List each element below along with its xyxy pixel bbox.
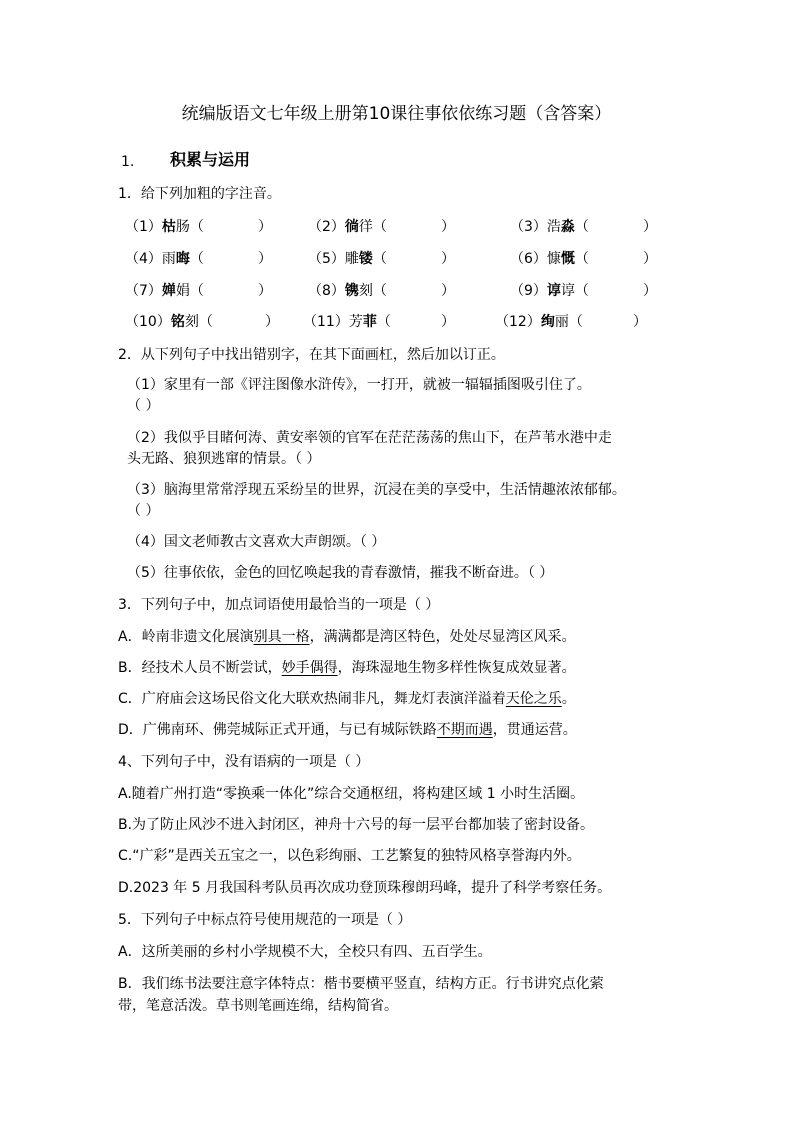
q1-item-1: （1）枯肠（ <box>125 219 204 235</box>
q2-sentence-2: （2）我似乎目睹何涛、黄安率领的官军在茫茫荡荡的焦山下，在芦苇水港中走 <box>127 430 612 446</box>
bold-character: 镂 <box>358 251 373 267</box>
underlined-term: 妙手偶得 <box>281 660 338 676</box>
q5-option-a: A．这所美丽的乡村小学规模不大，全校只有四、五百学生。 <box>118 944 492 960</box>
bold-character: 镌 <box>344 283 359 299</box>
q1-item-3-close-paren: ） <box>643 219 657 235</box>
q2-stem: 2．从下列句子中找出错别字，在其下面画杠，然后加以订正。 <box>118 347 505 363</box>
q1-item-9: （9）谆谆（ <box>510 283 589 299</box>
q1-item-8-close-paren: ） <box>441 283 455 299</box>
q1-item-10: （10）铭刻（ <box>125 314 213 330</box>
q3-option-d: D．广佛南环、佛莞城际正式开通，与已有城际铁路不期而遇，贯通运营。 <box>118 722 577 738</box>
q2-sentence-5: （5）往事依依，金色的回忆唤起我的青春激情，摧我不断奋进。（ ） <box>127 565 554 581</box>
q1-item-6: （6）慷慨（ <box>510 251 589 267</box>
q2-sentence-4: （4）国文老师教古文喜欢大声朗颂。（ ） <box>127 534 386 550</box>
q5-stem: 5．下列句子中标点符号使用规范的一项是（ ） <box>118 912 412 928</box>
q1-item-4: （4）雨晦（ <box>125 251 204 267</box>
q1-item-2: （2）徜徉（ <box>308 219 387 235</box>
q1-item-4-close-paren: ） <box>258 251 272 267</box>
q1-item-9-close-paren: ） <box>643 283 657 299</box>
q1-item-6-close-paren: ） <box>643 251 657 267</box>
q1-stem: 1．给下列加粗的字注音。 <box>118 186 281 202</box>
q1-item-5: （5）雕镂（ <box>308 251 387 267</box>
bold-character: 婵 <box>161 283 176 299</box>
q4-option-b: B.为了防止风沙不进入封闭区，神舟十六号的每一层平台都加装了密封设备。 <box>118 817 595 833</box>
bold-character: 徜 <box>344 219 359 235</box>
q1-item-12: （12）绚丽（ <box>495 314 583 330</box>
bold-character: 谆 <box>546 283 561 299</box>
bold-character: 枯 <box>161 219 176 235</box>
underlined-term: 天伦之乐 <box>505 691 562 707</box>
q1-item-11-close-paren: ） <box>441 314 455 330</box>
q3-stem: 3．下列句子中，加点词语使用最恰当的一项是（ ） <box>118 597 440 613</box>
q1-item-2-close-paren: ） <box>441 219 455 235</box>
q2-sentence-2-cont: 头无路、狼狈逃窜的情景。（ ） <box>127 451 321 467</box>
q3-option-c: C．广府庙会这场民俗文化大联欢热闹非凡，舞龙灯表演洋溢着天伦之乐。 <box>118 691 576 707</box>
q4-option-a: A.随着广州打造“零换乘一体化”综合交通枢纽，将构建区域 1 小时生活圈。 <box>118 786 585 802</box>
q4-option-d: D.2023 年 5 月我国科考队员再次成功登顶珠穆朗玛峰，提升了科学考察任务。 <box>118 880 612 896</box>
section-number: 1. <box>121 154 135 170</box>
q2-sentence-1: （1）家里有一部《评注图像水浒传》，一打开，就被一辐辐插图吸引住了。 <box>127 377 591 393</box>
q2-answer-blank-3: （ ） <box>127 503 160 519</box>
q1-item-12-close-paren: ） <box>633 314 647 330</box>
underlined-term: 别具一格 <box>253 629 310 645</box>
q1-item-8: （8）镌刻（ <box>308 283 387 299</box>
underlined-term: 不期而遇 <box>436 722 493 738</box>
q4-option-c: C.“广彩”是西关五宝之一，以色彩绚丽、工艺繁复的独特风格享誉海内外。 <box>118 848 581 864</box>
bold-character: 淼 <box>560 219 575 235</box>
q1-item-10-close-paren: ） <box>265 314 279 330</box>
q5-option-b-cont: 带，笔意活泼。草书则笔画连绵，结构简省。 <box>118 998 398 1014</box>
q1-item-11: （11）芳菲（ <box>303 314 391 330</box>
q1-item-5-close-paren: ） <box>441 251 455 267</box>
q1-item-7: （7）婵娟（ <box>125 283 204 299</box>
q3-option-b: B．经技术人员不断尝试，妙手偶得，海珠湿地生物多样性恢复成效显著。 <box>118 660 576 676</box>
bold-character: 慨 <box>560 251 575 267</box>
q3-option-a: A．岭南非遗文化展演别具一格，满满都是湾区特色，处处尽显湾区风采。 <box>118 629 576 645</box>
q4-stem: 4、下列句子中，没有语病的一项是（ ） <box>118 754 370 770</box>
q5-option-b: B．我们练书法要注意字体特点：楷书要横平竖直，结构方正。行书讲究点化萦 <box>118 976 604 992</box>
bold-character: 绚 <box>540 314 555 330</box>
bold-character: 铭 <box>170 314 185 330</box>
section-title: 积累与运用 <box>170 150 251 169</box>
document-title: 统编版语文七年级上册第10课往事依依练习题（含答案） <box>181 104 612 124</box>
bold-character: 晦 <box>175 251 190 267</box>
q2-sentence-3: （3）脑海里常常浮现五采纷呈的世界，沉浸在美的享受中，生活情趣浓浓郁郁。 <box>127 482 626 498</box>
bold-character: 菲 <box>362 314 377 330</box>
q1-item-7-close-paren: ） <box>258 283 272 299</box>
q2-answer-blank-1: （ ） <box>127 398 160 414</box>
q1-item-1-close-paren: ） <box>258 219 272 235</box>
q1-item-3: （3）浩淼（ <box>510 219 589 235</box>
